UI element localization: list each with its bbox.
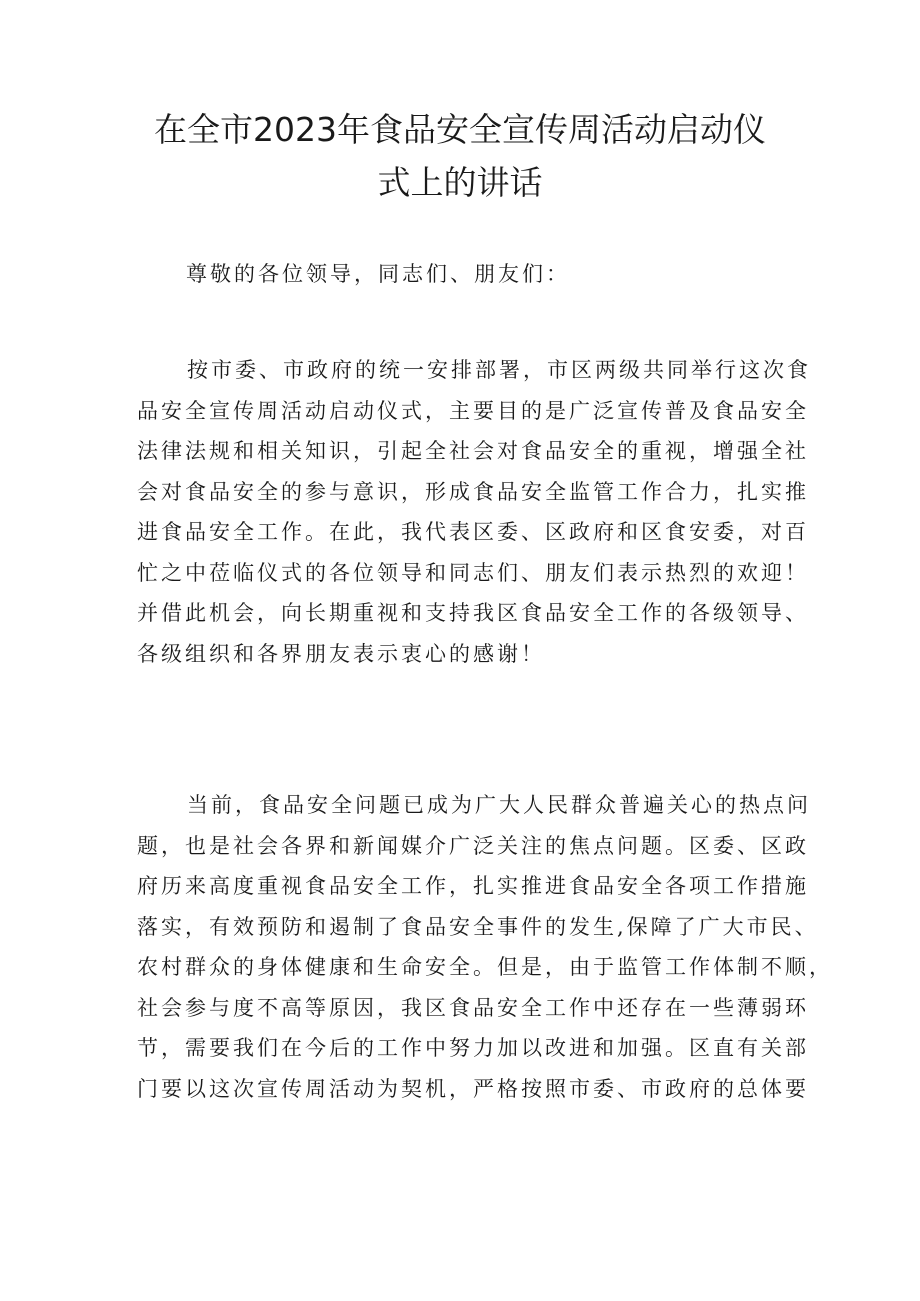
title-line-1: 在全市2023年食品安全宣传周活动启动仪 bbox=[154, 110, 766, 149]
paragraph-line: 当前，食品安全问题已成为广大人民群众普遍关心的热点问 bbox=[187, 793, 811, 817]
paragraph-line: 落实，有效预防和遏制了食品安全事件的发生,保障了广大市民、 bbox=[137, 914, 819, 939]
title-line-2: 式上的讲话 bbox=[377, 163, 543, 202]
paragraph-line: 社会参与度不高等原因，我区食品安全工作中还存在一些薄弱环 bbox=[137, 995, 809, 1020]
paragraph-line: 进食品安全工作。在此，我代表区委、区政府和区食安委，对百 bbox=[137, 520, 809, 544]
paragraph-line: 门要以这次宣传周活动为契机，严格按照市委、市政府的总体要 bbox=[137, 1076, 809, 1101]
paragraph-line: 各级组织和各界朋友表示衷心的感谢！ bbox=[137, 641, 545, 666]
document-title bbox=[130, 103, 790, 209]
paragraph-1 bbox=[137, 350, 811, 674]
paragraph-line: 法律法规和相关知识，引起全社会对食品安全的重视，增强全社 bbox=[137, 439, 809, 463]
salutation: 尊敬的各位领导，同志们、朋友们： bbox=[186, 262, 570, 286]
paragraph-line: 按市委、市政府的统一安排部署，市区两级共同举行这次食 bbox=[187, 358, 811, 382]
paragraph-line: 品安全宣传周活动启动仪式，主要目的是广泛宣传普及食品安全 bbox=[137, 398, 809, 423]
paragraph-line: 会对食品安全的参与意识，形成食品安全监管工作合力，扎实推 bbox=[137, 479, 809, 504]
paragraph-line: 府历来高度重视食品安全工作，扎实推进食品安全各项工作措施 bbox=[137, 874, 809, 898]
paragraph-line: 并借此机会，向长期重视和支持我区食品安全工作的各级领导、 bbox=[137, 601, 809, 625]
paragraph-line: 节，需要我们在今后的工作中努力加以改进和加强。区直有关部 bbox=[137, 1036, 809, 1060]
paragraph-line: 农村群众的身体健康和生命安全。但是，由于监管工作体制不顺， bbox=[137, 955, 833, 979]
paragraph-line: 题，也是社会各界和新闻媒介广泛关注的焦点问题。区委、区政 bbox=[137, 833, 809, 858]
paragraph-2 bbox=[137, 785, 833, 1109]
paragraph-line: 忙之中莅临仪式的各位领导和同志们、朋友们表示热烈的欢迎！ bbox=[137, 560, 809, 585]
